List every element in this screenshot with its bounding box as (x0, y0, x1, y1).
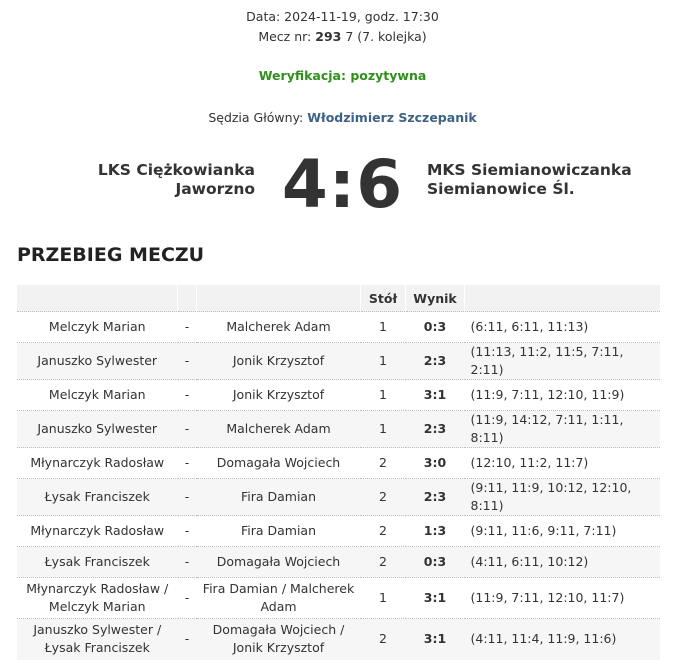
set-scores: (4:11, 11:4, 11:9, 11:6) (465, 619, 661, 660)
separator: - (178, 343, 197, 380)
away-player: Domagała Wojciech / Jonik Krzysztof (197, 619, 361, 660)
home-player: Łysak Franciszek (17, 547, 178, 578)
referee (0, 110, 685, 125)
table-number: 2 (361, 547, 406, 578)
header-table: Stół (361, 285, 406, 312)
table-row (17, 312, 660, 343)
table-number: 1 (361, 578, 406, 619)
game-result: 3:1 (406, 578, 465, 619)
table-row (17, 448, 660, 479)
game-result: 2:3 (406, 411, 465, 448)
home-player: Młynarczyk Radosław (17, 516, 178, 547)
separator: - (178, 578, 197, 619)
game-result: 2:3 (406, 343, 465, 380)
game-result: 1:3 (406, 516, 465, 547)
table-row (17, 516, 660, 547)
referee-label: Sędzia Główny: (208, 110, 304, 125)
header-home-player (17, 285, 178, 312)
set-scores: (4:11, 6:11, 10:12) (465, 547, 661, 578)
table-row (17, 547, 660, 578)
set-scores: (9:11, 11:9, 10:12, 12:10, 8:11) (465, 479, 661, 516)
verification-status: Weryfikacja: pozytywna (258, 68, 427, 83)
away-player: Domagała Wojciech (197, 547, 361, 578)
table-number: 2 (361, 619, 406, 660)
set-scores: (12:10, 11:2, 11:7) (465, 448, 661, 479)
separator: - (178, 479, 197, 516)
match-progress-table (17, 285, 660, 660)
separator: - (178, 619, 197, 660)
section-title: PRZEBIEG MECZU (17, 244, 205, 266)
home-team-name: LKS Ciężkowianka (97, 161, 255, 179)
away-player: Jonik Krzysztof (197, 380, 361, 411)
away-player: Fira Damian (197, 516, 361, 547)
home-player: Młynarczyk Radosław / Melczyk Marian (17, 578, 178, 619)
set-scores: (11:9, 7:11, 12:10, 11:9) (465, 380, 661, 411)
home-player: Melczyk Marian (17, 380, 178, 411)
table-row (17, 619, 660, 660)
table-number: 2 (361, 448, 406, 479)
table-number: 1 (361, 343, 406, 380)
home-player: Łysak Franciszek (17, 479, 178, 516)
separator: - (178, 448, 197, 479)
header-away-player (197, 285, 361, 312)
table-row (17, 380, 660, 411)
home-player: Januszko Sylwester (17, 411, 178, 448)
game-result: 0:3 (406, 547, 465, 578)
match-number-label: Mecz nr: (258, 29, 312, 44)
game-result: 3:1 (406, 619, 465, 660)
referee-name[interactable]: Włodzimierz Szczepanik (307, 110, 477, 125)
table-number: 1 (361, 380, 406, 411)
away-player: Malcherek Adam (197, 312, 361, 343)
set-scores: (6:11, 6:11, 11:13) (465, 312, 661, 343)
table-number: 1 (361, 312, 406, 343)
header-result: Wynik (406, 285, 465, 312)
table-row (17, 343, 660, 380)
set-scores: (11:13, 11:2, 11:5, 7:11, 2:11) (465, 343, 661, 380)
match-date: Data: 2024-11-19, godz. 17:30 (246, 9, 439, 24)
match-number-value: 293 (315, 29, 342, 44)
home-player: Januszko Sylwester (17, 343, 178, 380)
separator: - (178, 516, 197, 547)
separator: - (178, 380, 197, 411)
game-result: 2:3 (406, 479, 465, 516)
set-scores: (9:11, 11:6, 9:11, 7:11) (465, 516, 661, 547)
away-player: Fira Damian (197, 479, 361, 516)
game-result: 3:1 (406, 380, 465, 411)
home-player: Melczyk Marian (17, 312, 178, 343)
table-row (17, 578, 660, 619)
home-player: Młynarczyk Radosław (17, 448, 178, 479)
header-sets (465, 285, 661, 312)
away-player: Malcherek Adam (197, 411, 361, 448)
game-result: 0:3 (406, 312, 465, 343)
header-separator (178, 285, 197, 312)
table-number: 2 (361, 516, 406, 547)
separator: - (178, 547, 197, 578)
table-number: 1 (361, 411, 406, 448)
away-team[interactable] (427, 161, 632, 199)
away-team-name: MKS Siemianowiczanka (427, 161, 632, 179)
table-header-row (17, 285, 660, 312)
set-scores: (11:9, 7:11, 12:10, 11:7) (465, 578, 661, 619)
table-row (17, 479, 660, 516)
away-player: Fira Damian / Malcherek Adam (197, 578, 361, 619)
set-scores: (11:9, 14:12, 7:11, 1:11, 8:11) (465, 411, 661, 448)
home-player: Januszko Sylwester / Łysak Franciszek (17, 619, 178, 660)
match-number (0, 29, 685, 44)
home-team-city: Jaworzno (175, 180, 255, 198)
away-team-city: Siemianowice Śl. (427, 180, 575, 198)
separator: - (178, 312, 197, 343)
separator: - (178, 411, 197, 448)
away-player: Domagała Wojciech (197, 448, 361, 479)
table-number: 2 (361, 479, 406, 516)
match-score: 4:6 (281, 146, 404, 223)
away-player: Jonik Krzysztof (197, 343, 361, 380)
match-round: 7 (7. kolejka) (345, 29, 427, 44)
game-result: 3:0 (406, 448, 465, 479)
table-row (17, 411, 660, 448)
